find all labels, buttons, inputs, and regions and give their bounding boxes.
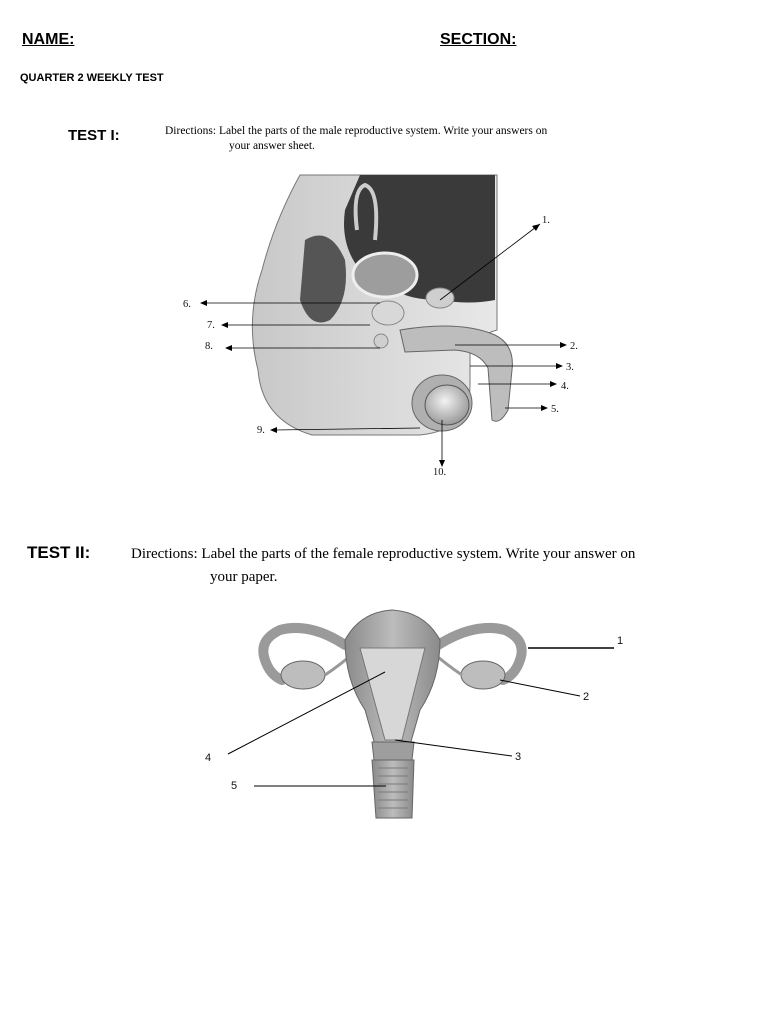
female-label-3: 3 (515, 751, 522, 763)
female-label-2: 2 (583, 691, 590, 703)
test2-directions-line2: your paper. (210, 569, 278, 585)
test1-directions-line2: your answer sheet. (229, 140, 315, 152)
male-bladder (353, 253, 417, 297)
male-label-10: 10. (433, 467, 447, 478)
male-label-9: 9. (257, 425, 265, 436)
test1-label: TEST I: (68, 127, 120, 144)
male-seminal-vesicle (426, 288, 454, 308)
male-label-5: 5. (551, 404, 559, 415)
female-label-5: 5 (231, 780, 238, 792)
test2-label: TEST II: (27, 543, 91, 562)
male-prostate (372, 301, 404, 325)
name-field-label: NAME: (22, 31, 75, 48)
test1-directions-line1: Directions: Label the parts of the male reproductive system. Write your answers on (165, 125, 548, 137)
male-label-1: 1. (542, 215, 550, 226)
male-label-7: 7. (207, 320, 215, 331)
male-label-8: 8. (205, 341, 213, 352)
male-label-6: 6. (183, 299, 191, 310)
male-cowpers-gland (374, 334, 388, 348)
male-label-3: 3. (566, 362, 574, 373)
male-label-4: 4. (561, 381, 569, 392)
male-label-2: 2. (570, 341, 578, 352)
section-field-label: SECTION: (440, 31, 517, 48)
test2-directions-line1: Directions: Label the parts of the female reproductive system. Write your answer on (131, 546, 636, 562)
female-label-1: 1 (617, 635, 624, 647)
test-subtitle: QUARTER 2 WEEKLY TEST (20, 72, 164, 84)
female-label-4: 4 (205, 752, 212, 764)
male-testis (425, 385, 469, 425)
test2-directions (131, 543, 731, 589)
